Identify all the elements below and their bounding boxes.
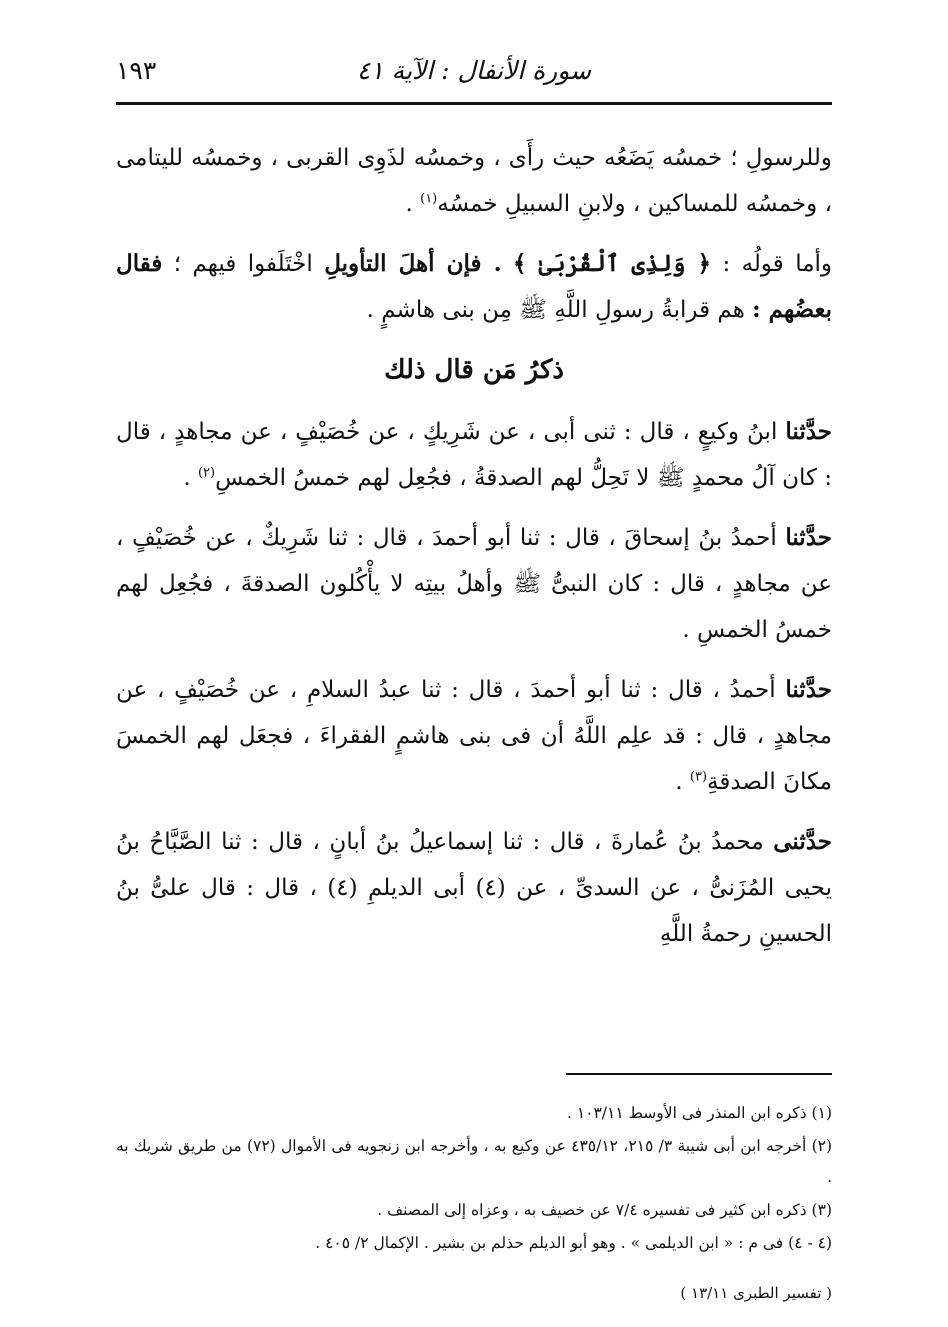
hadith-3-end: . xyxy=(675,769,690,795)
footnote-rule xyxy=(566,1073,832,1075)
footnote-ref-3[interactable]: (٣) xyxy=(689,769,708,785)
running-title: سورة الأنفال : الآية ٤١ xyxy=(356,56,592,85)
header-rule xyxy=(116,102,832,105)
paragraph-1: وللرسولِ ؛ خمسُه يَضَعُه حيث رأَى ، وخمسُه لذَوِى القربى ، وخمسُه لليتامى ، وخمسُه للمساكين ، ولابنِ السبيلِ خمسُه$^{(١)}$ . xyxy=(116,145,832,217)
paragraph-2 xyxy=(116,241,832,333)
footnote-ref-1[interactable]: (١) xyxy=(420,191,438,207)
hadith-4 xyxy=(116,819,832,957)
hadith-2 xyxy=(116,515,832,653)
hadith-4-opening: حدَّثنى xyxy=(773,828,833,855)
quran-quote: ﴿ وَلِذِى ٱلْقُرْبَىٰ ﴾ xyxy=(513,250,712,277)
hadith-1-text: ابنُ وكيعٍ ، قال : ثنى أبى ، عن شَرِيكٍ ، عن خُصَيْفٍ ، عن مجاهدٍ ، قال : كان آلُ محمدٍ ﷺ لا تَحِلُّ لهم الصدقةُ ، فجُعِل لهم خمسُ الخمسِ xyxy=(116,419,832,491)
footnote-3: (٣) ذكره ابن كثير فى تفسيره ٧/٤ عن خصيف به ، وعزاه إلى المصنف . xyxy=(377,1201,832,1219)
paragraph-2-end: هم قرابةُ رسولِ اللَّهِ ﷺ مِن بنى هاشمٍ . xyxy=(366,297,745,323)
paragraph-2-mid: اخْتَلَفوا فيهم ؛ xyxy=(173,251,313,277)
hadith-1 xyxy=(116,409,832,501)
hadith-1-opening: حدَّثنا xyxy=(785,418,833,445)
hadith-3-opening: حدَّثنا xyxy=(785,676,832,703)
paragraph-2-intro: وأما قولُه : xyxy=(722,251,833,277)
footnote-1: (١) ذكره ابن المنذر فى الأوسط ١٠٣/١١ . xyxy=(566,1104,832,1122)
main-text xyxy=(116,135,832,965)
hadith-1-end: . xyxy=(183,465,198,491)
section-heading: ذكرُ مَن قال ذلك xyxy=(384,355,564,385)
paragraph-2-bold-2: فقال بعضُهم : xyxy=(116,250,832,323)
page-header xyxy=(116,52,832,92)
footnotes xyxy=(116,1098,832,1261)
hadith-4-text: محمدُ بنُ عُمارةَ ، قال : ثنا إسماعيلُ بنُ أبانٍ ، قال : ثنا الصَّبَّاحُ بنُ يحيى المُزَنىُّ ، عن السدىِّ ، عن (٤) أبى الديلمِ (٤) ، قال : قال علىُّ بنُ الحسينِ رحمةُ اللَّهِ xyxy=(116,829,832,947)
hadith-3 xyxy=(116,667,832,805)
paragraph-2-bold-1: . فإن أهلَ التأويلِ xyxy=(324,250,502,277)
hadith-2-text: أحمدُ بنُ إسحاقَ ، قال : ثنا أبو أحمدَ ، قال : ثنا شَرِيكٌ ، عن خُصَيْفٍ ، عن مجاهدٍ ، قال : كان النبىُّ ﷺ وأهلُ بيتِه لا يأْكُلون الصدقةَ ، فجُعِل لهم خمسُ الخمسِ . xyxy=(116,525,832,643)
footnote-ref-2[interactable]: (٢) xyxy=(197,465,216,481)
page-number: ١٩٣ xyxy=(116,56,157,85)
hadith-3-text: أحمدُ ، قال : ثنا أبو أحمدَ ، قال : ثنا عبدُ السلامِ ، عن خُصَيْفٍ ، عن مجاهدٍ ، قال : قد علِم اللَّهُ أن فى بنى هاشمٍ الفقراءَ ، فجعَل لهم الخمسَ مكانَ الصدقةِ xyxy=(116,677,832,795)
paragraph-1-text: وللرسولِ ؛ خمسُه يَضَعُه حيث رأَى ، وخمسُه لذَوِى القربى ، وخمسُه لليتامى ، وخمسُه للمساكين ، ولابنِ السبيلِ خمسُه xyxy=(116,145,832,217)
footnote-2: (٢) أخرجه ابن أبى شيبة ٣/ ٢١٥، ٤٣٥/١٢ عن وكيع به ، وأخرجه ابن زنجويه فى الأموال (٧٢) من طريق شريك به . xyxy=(116,1137,833,1186)
hadith-2-opening: حدَّثنا xyxy=(785,524,832,551)
volume-mark: ( تفسير الطبرى ١٣/١١ ) xyxy=(680,1284,832,1302)
footnote-4: (٤ - ٤) فى م : « ابن الديلمى » . وهو أبو الديلم حذلم بن بشير . الإكمال ٢/ ٤٠٥ . xyxy=(315,1234,832,1252)
